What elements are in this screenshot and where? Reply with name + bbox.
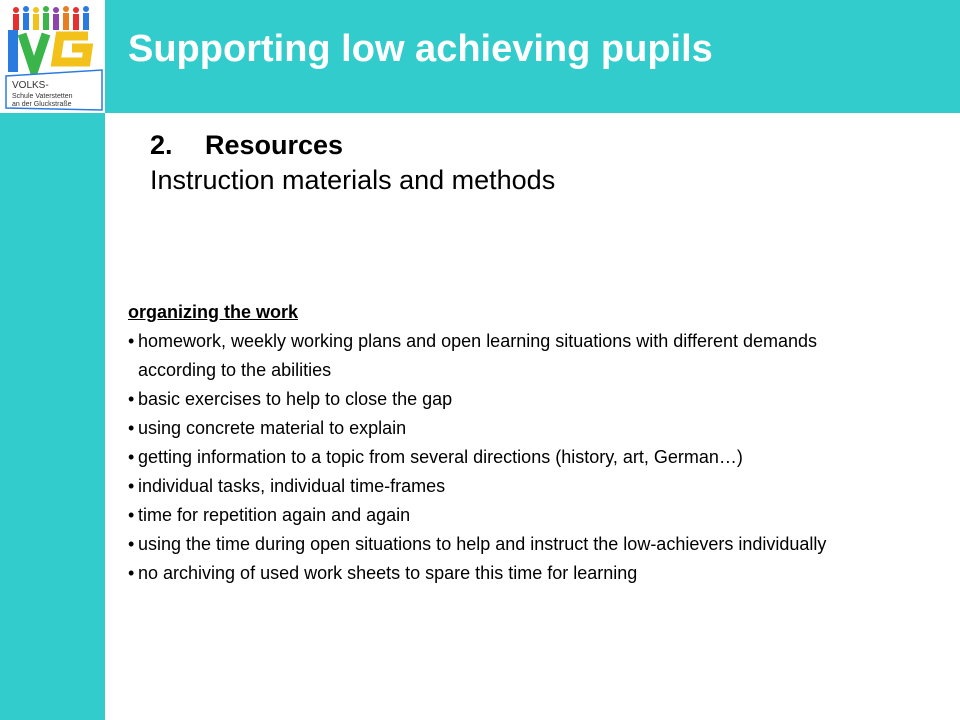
school-logo-graphic <box>0 0 105 113</box>
list-item-text: using the time during open situations to help and instruct the low-achievers individually <box>138 534 827 554</box>
list-item <box>128 443 828 472</box>
children-figures-icon <box>13 6 89 30</box>
section-heading-text: Resources <box>205 130 344 160</box>
school-logo <box>0 0 105 113</box>
list-item <box>128 472 828 501</box>
section-heading <box>150 128 555 163</box>
bullet-icon: • <box>128 389 135 409</box>
content-heading: organizing the work <box>128 302 299 322</box>
list-item <box>128 385 828 414</box>
bullet-icon: • <box>128 447 135 467</box>
list-item-text: time for repetition again and again <box>138 505 411 525</box>
section-number: 2. <box>150 130 173 160</box>
bullet-icon: • <box>128 476 135 496</box>
logo-letter-shape <box>8 30 18 72</box>
list-item-text: getting information to a topic from several directions (history, art, German…) <box>138 447 743 467</box>
logo-text-line: an der Gluckstraße <box>12 101 72 108</box>
list-item <box>128 414 828 443</box>
logo-text-line: Schule Vaterstetten <box>12 93 73 100</box>
list-item <box>128 327 828 385</box>
bullet-icon: • <box>128 505 135 525</box>
bullet-icon: • <box>128 418 135 438</box>
bullet-icon: • <box>128 534 135 554</box>
logo-letter-shape <box>56 36 88 62</box>
list-item <box>128 501 828 530</box>
section-block <box>150 128 555 198</box>
list-item-text: using concrete material to explain <box>138 418 407 438</box>
list-item-text: homework, weekly working plans and open learning situations with different demands according to the abilities <box>138 331 818 380</box>
logo-text-line: VOLKS- <box>12 80 49 91</box>
slide-title: Supporting low achieving pupils <box>128 28 713 70</box>
list-item-text: no archiving of used work sheets to spare this time for learning <box>138 563 638 583</box>
content-block <box>128 298 828 588</box>
list-item-text: basic exercises to help to close the gap <box>138 389 453 409</box>
section-subheading: Instruction materials and methods <box>150 165 556 195</box>
list-item-text: individual tasks, individual time-frames <box>138 476 446 496</box>
bullet-icon: • <box>128 563 135 583</box>
logo-letter-shape <box>22 34 46 70</box>
bullet-icon: • <box>128 331 135 351</box>
list-item <box>128 559 828 588</box>
list-item <box>128 530 828 559</box>
